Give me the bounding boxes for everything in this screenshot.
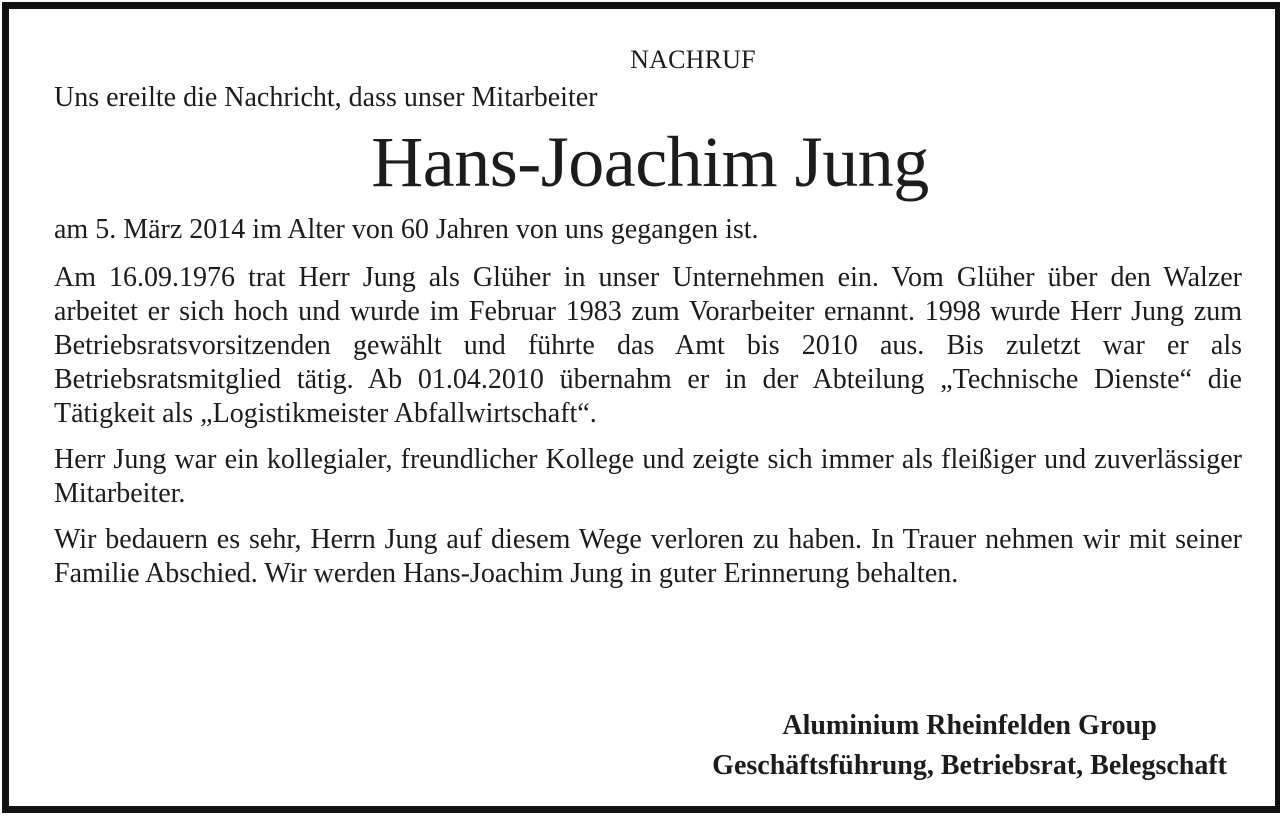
deceased-name: Hans-Joachim Jung: [371, 122, 929, 202]
character-paragraph: Herr Jung war ein kollegialer, freundlicher Kollege und zeigte sich immer als fleißiger und zuverlässiger Mitarbeiter.: [54, 444, 1242, 509]
farewell-paragraph: Wir bedauern es sehr, Herrn Jung auf diesem Wege verloren zu haben. In Trauer nehmen wir mit seiner Familie Abschied. Wir werden Hans-Joachim Jung in guter Erinnerung behalten.: [54, 524, 1242, 589]
obituary-heading: NACHRUF: [630, 45, 756, 74]
death-date-line: am 5. März 2014 im Alter von 60 Jahren von uns gegangen ist.: [54, 214, 759, 245]
signature-block: [712, 706, 1227, 786]
signature-company: Aluminium Rheinfelden Group: [782, 710, 1157, 741]
signature-groups: Geschäftsführung, Betriebsrat, Belegschaft: [712, 750, 1227, 781]
obituary-frame: [2, 2, 1280, 813]
obituary-content: [54, 45, 1242, 591]
intro-text: Uns ereilte die Nachricht, dass unser Mitarbeiter: [54, 82, 598, 113]
career-paragraph: Am 16.09.1976 trat Herr Jung als Glüher in unser Unternehmen ein. Vom Glüher über den Walzer arbeitet er sich hoch und wurde im Februar 1983 zum Vorarbeiter ernannt. 1998 wurde Herr Jung zum Betriebsratsvorsitzenden gewählt und führte das Amt bis 2010 aus. Bis zuletzt war er als Betriebsratsmitglied tätig. Ab 01.04.2010 übernahm er in der Abteilung „Technische Dienste“ die Tätigkeit als „Logistikmeister Abfallwirtschaft“.: [54, 262, 1242, 429]
